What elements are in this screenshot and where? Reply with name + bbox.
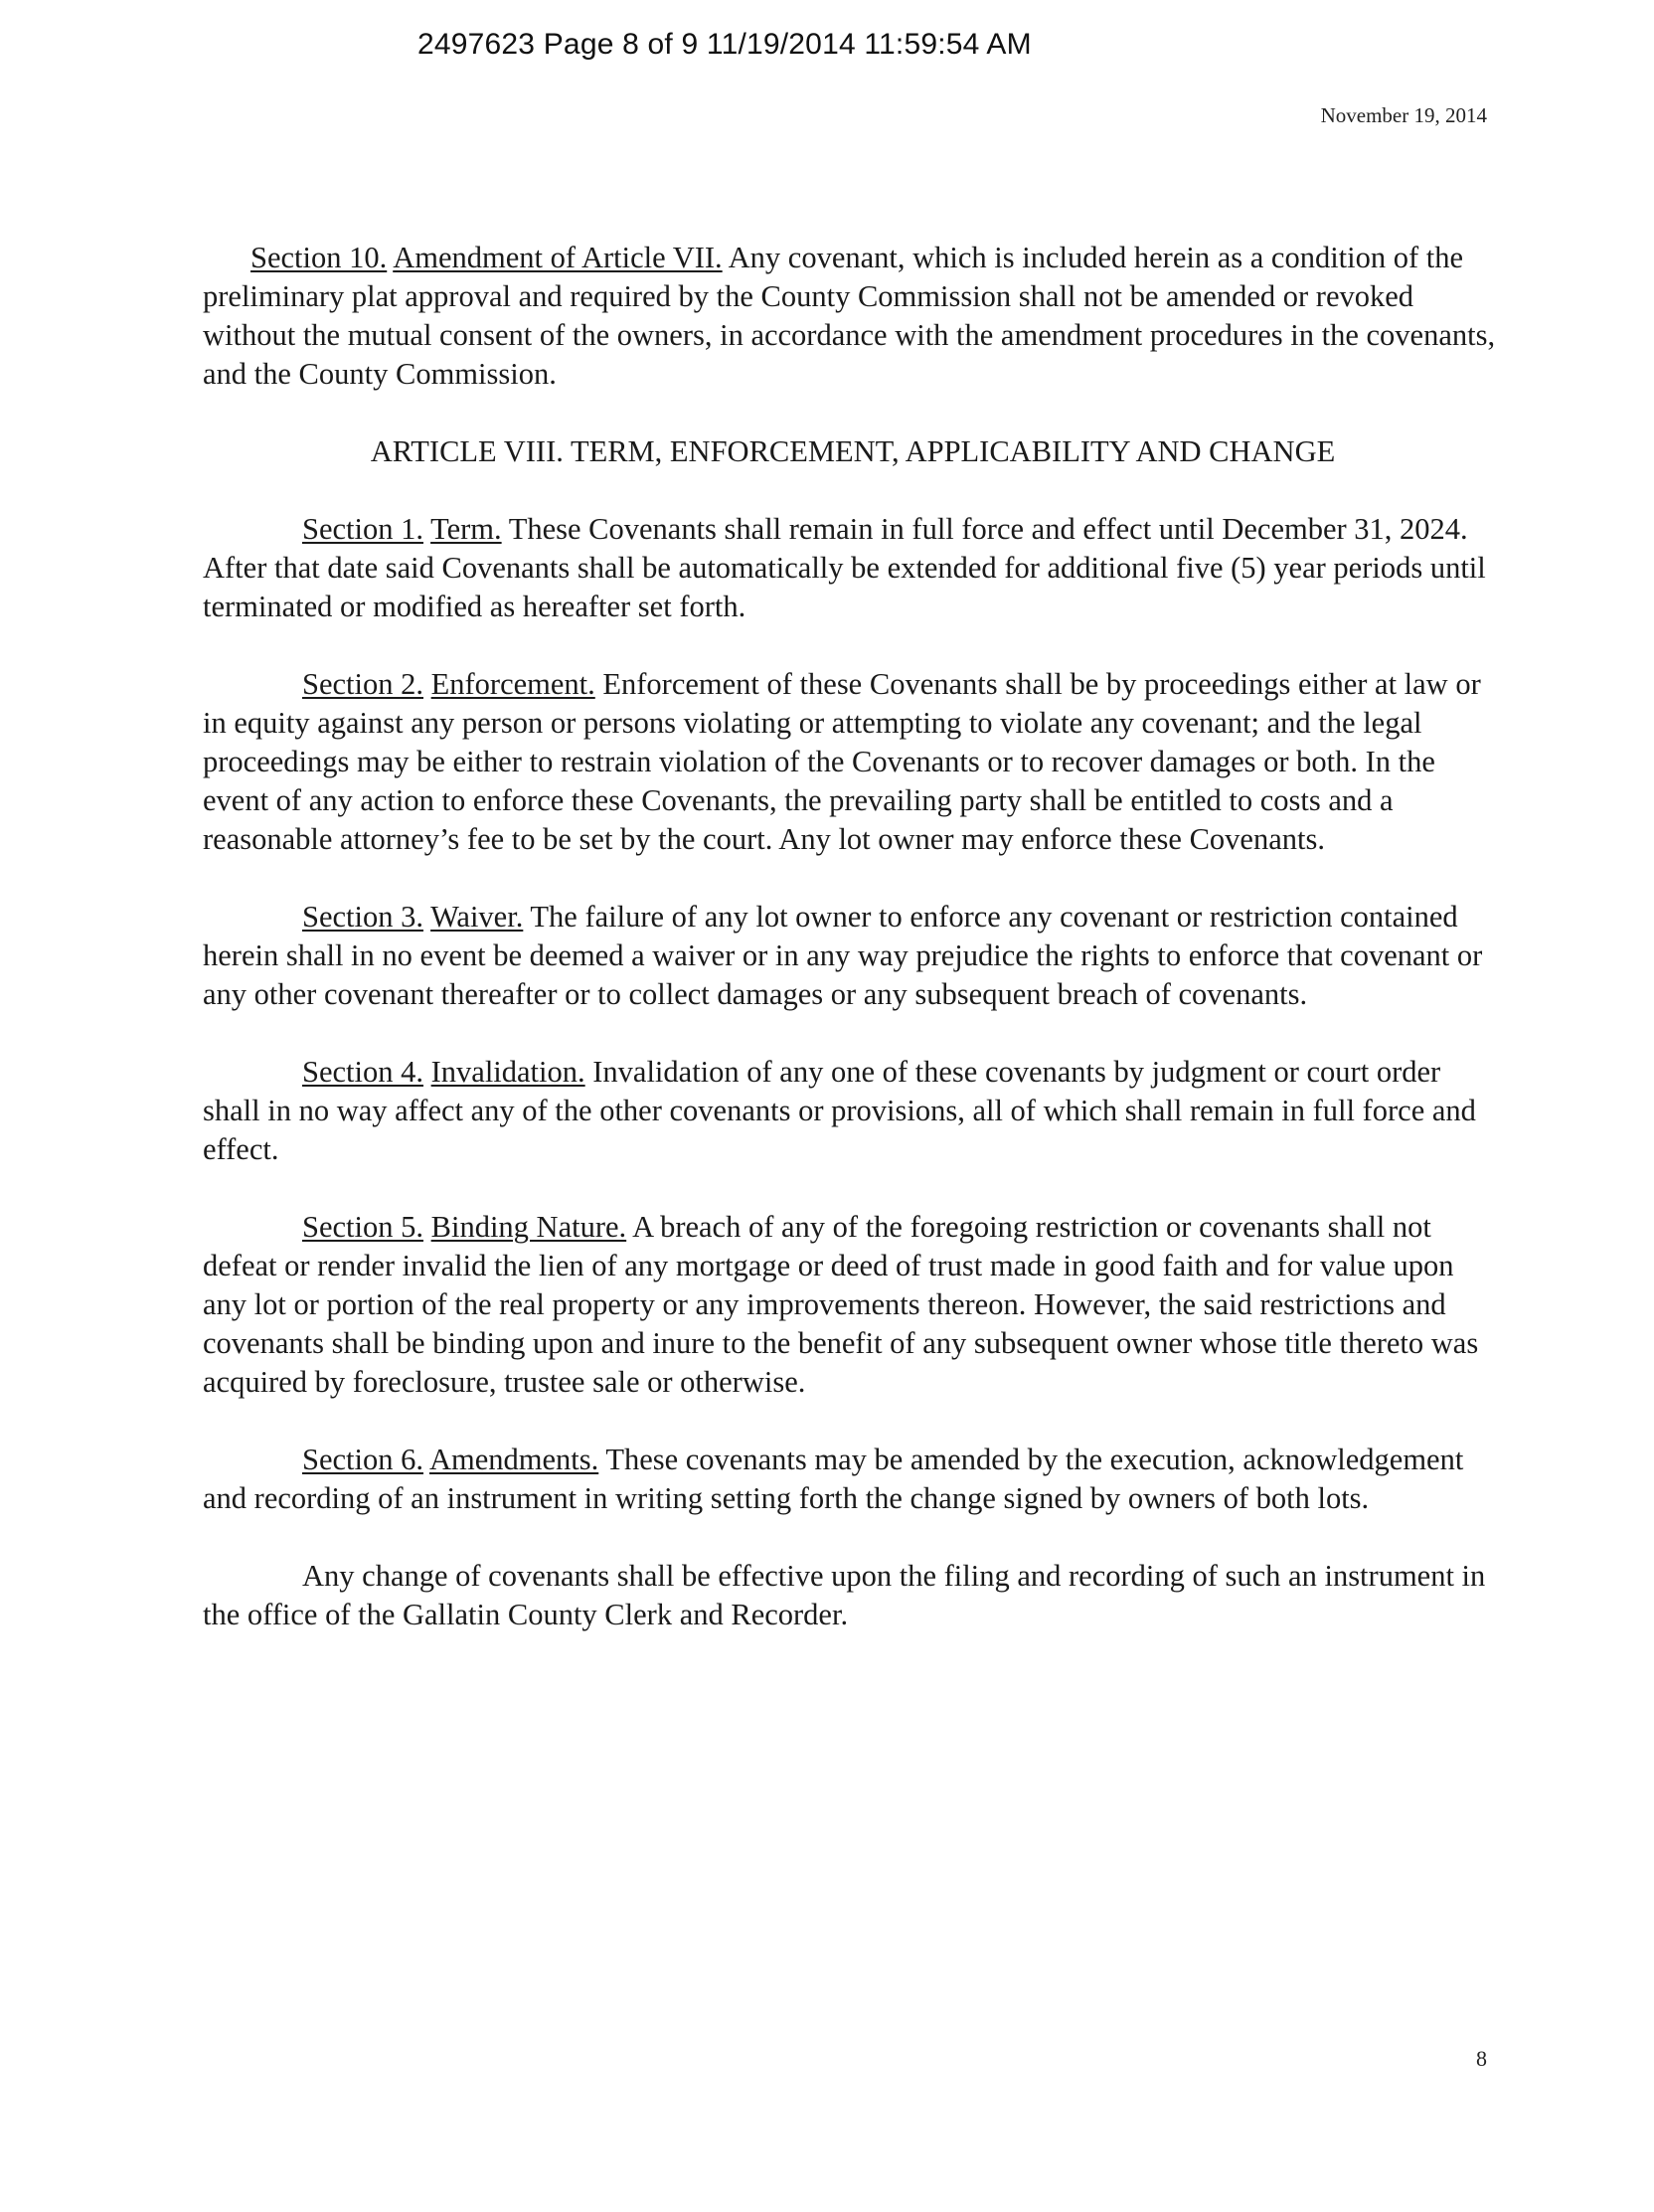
recording-stamp: 2497623 Page 8 of 9 11/19/2014 11:59:54 AM <box>417 28 1032 61</box>
document-date: November 19, 2014 <box>1320 103 1487 127</box>
section-5-paragraph <box>203 1208 1497 1402</box>
section-3-body: The failure of any lot owner to enforce any covenant or restriction contained herein shall in no event be deemed a waiver or in any way prejudice the rights to enforce that covenant or any other covenant thereafter or to collect damages or any subsequent breach of covenants. <box>203 900 1483 1011</box>
section-4-body: Invalidation of any one of these covenants by judgment or court order shall in no way affect any of the other covenants or provisions, all of which shall remain in full force and effect. <box>203 1055 1476 1166</box>
section-3-paragraph <box>203 898 1497 1014</box>
section-2-title: Enforcement. <box>430 667 595 701</box>
page-number: 8 <box>1476 2046 1487 2071</box>
section-6-title: Amendments. <box>428 1443 599 1476</box>
section-6-paragraph <box>203 1441 1497 1518</box>
section-5-label: Section 5. <box>302 1210 423 1244</box>
section-5-body: A breach of any of the foregoing restriction or covenants shall not defeat or render invalid the lien of any mortgage or deed of trust made in good faith and for value upon any lot or portion of the real property or any improvements thereon. However, the said restrictions and covenants shall be binding upon and inure to the benefit of any subsequent owner whose title thereto was acquired by foreclosure, trustee sale or otherwise. <box>203 1210 1479 1399</box>
section-4-paragraph <box>203 1053 1497 1169</box>
closing-paragraph: Any change of covenants shall be effective upon the filing and recording of such an instrument in the office of the Gallatin County Clerk and Recorder. <box>203 1559 1486 1631</box>
section-10-title: Amendment of Article VII. <box>393 241 723 274</box>
section-3-label: Section 3. <box>302 900 423 934</box>
section-10-body: Any covenant, which is included herein as a condition of the preliminary plat approval and required by the County Commission shall not be amended or revoked without the mutual consent of the owners, in accordance with the amendment procedures in the covenants, and the County Commission. <box>203 241 1496 391</box>
section-3-title: Waiver. <box>430 900 524 934</box>
section-1-title: Term. <box>430 512 502 546</box>
section-2-paragraph <box>203 665 1497 859</box>
article-heading: ARTICLE VIII. TERM, ENFORCEMENT, APPLICABILITY AND CHANGE <box>370 434 1336 468</box>
section-4-title: Invalidation. <box>430 1055 585 1089</box>
document-body <box>203 239 1497 1673</box>
section-2-label: Section 2. <box>302 667 423 701</box>
section-10-paragraph <box>203 239 1497 394</box>
section-1-body: These Covenants shall remain in full force and effect until December 31, 2024. After that date said Covenants shall be automatically be extended for additional five (5) year periods until terminated or modified as hereafter set forth. <box>203 512 1486 623</box>
section-4-label: Section 4. <box>302 1055 423 1089</box>
section-6-label: Section 6. <box>302 1443 423 1476</box>
section-6-body: These covenants may be amended by the execution, acknowledgement and recording of an instrument in writing setting forth the change signed by owners of both lots. <box>203 1443 1464 1515</box>
section-1-paragraph <box>203 510 1497 626</box>
section-5-title: Binding Nature. <box>430 1210 627 1244</box>
section-1-label: Section 1. <box>302 512 423 546</box>
section-2-body: Enforcement of these Covenants shall be by proceedings either at law or in equity against any person or persons violating or attempting to violate any covenant; and the legal proceedings may be either to restrain violation of the Covenants or to recover damages or both. In the event of any action to enforce these Covenants, the prevailing party shall be entitled to costs and a reasonable attorney’s fee to be set by the court. Any lot owner may enforce these Covenants. <box>203 667 1481 856</box>
section-10-label: Section 10. <box>250 241 388 274</box>
